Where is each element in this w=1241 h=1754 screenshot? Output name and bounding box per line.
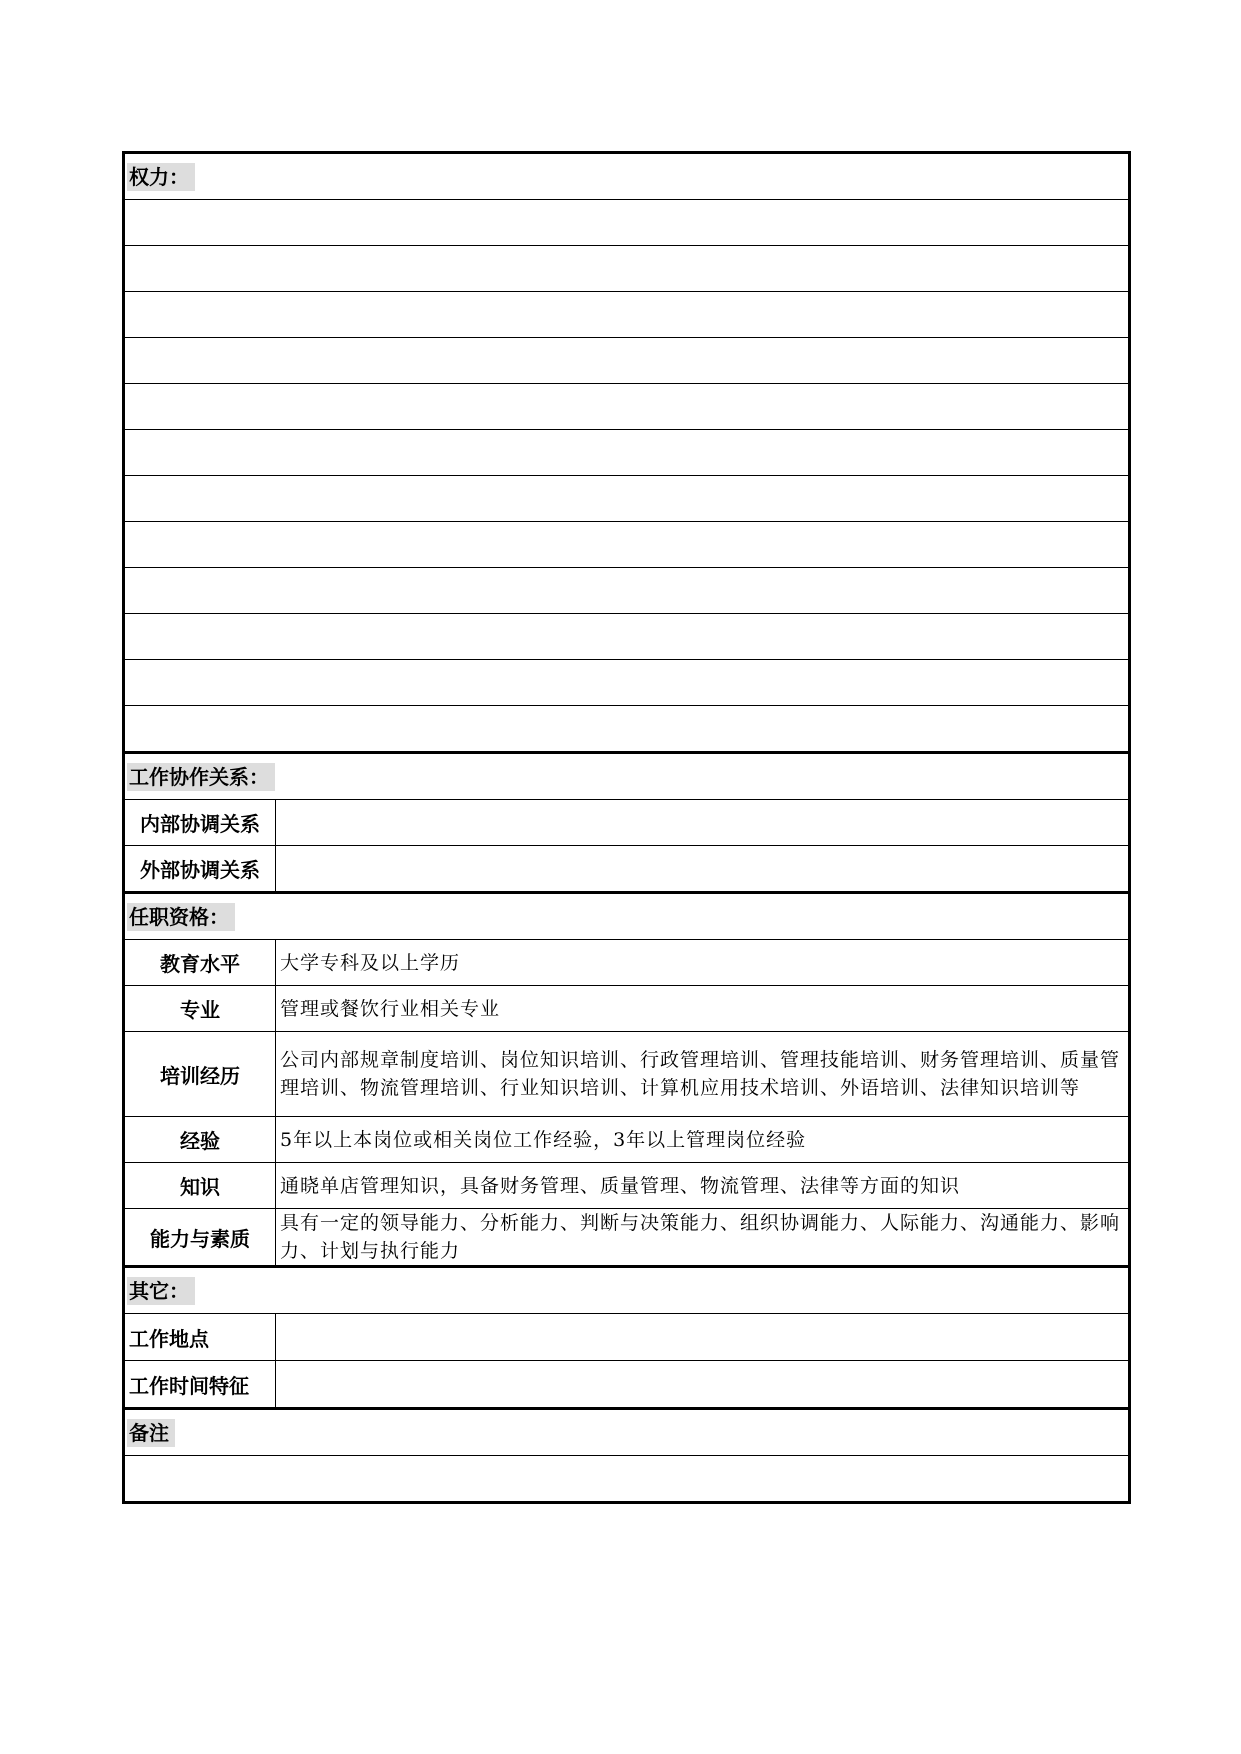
power-section-header <box>124 153 1130 200</box>
ability-label: 能力与素质 <box>124 1209 276 1267</box>
power-blank-row <box>124 430 1130 476</box>
major-value[interactable]: 管理或餐饮行业相关专业 <box>276 986 1130 1032</box>
work-location-label: 工作地点 <box>124 1314 276 1361</box>
power-field[interactable] <box>124 200 1130 246</box>
training-value[interactable]: 公司内部规章制度培训、岗位知识培训、行政管理培训、管理技能培训、财务管理培训、质量管理培训、物流管理培训、行业知识培训、计算机应用技术培训、外语培训、法律知识培训等 <box>276 1032 1130 1117</box>
table-row <box>124 1456 1130 1503</box>
table-row <box>124 1209 1130 1267</box>
external-coordination-label: 外部协调关系 <box>124 846 276 893</box>
table-row <box>124 846 1130 893</box>
external-coordination-value[interactable] <box>276 846 1130 893</box>
table-row <box>124 1361 1130 1409</box>
power-field[interactable] <box>124 706 1130 753</box>
power-blank-row <box>124 522 1130 568</box>
table-row <box>124 800 1130 846</box>
qualifications-section-header <box>124 893 1130 940</box>
experience-label: 经验 <box>124 1117 276 1163</box>
power-title: 权力： <box>127 163 195 191</box>
table-row <box>124 1117 1130 1163</box>
power-blank-row <box>124 660 1130 706</box>
other-section-header <box>124 1267 1130 1314</box>
power-field[interactable] <box>124 476 1130 522</box>
power-blank-row <box>124 706 1130 753</box>
major-label: 专业 <box>124 986 276 1032</box>
qualifications-title: 任职资格： <box>127 903 235 931</box>
table-row <box>124 1314 1130 1361</box>
collaboration-section-header <box>124 753 1130 800</box>
internal-coordination-label: 内部协调关系 <box>124 800 276 846</box>
remarks-title: 备注 <box>127 1419 175 1447</box>
education-label: 教育水平 <box>124 940 276 986</box>
table-row <box>124 940 1130 986</box>
work-time-value[interactable] <box>276 1361 1130 1409</box>
power-field[interactable] <box>124 568 1130 614</box>
table-row <box>124 1163 1130 1209</box>
power-field[interactable] <box>124 614 1130 660</box>
power-field[interactable] <box>124 384 1130 430</box>
knowledge-value[interactable]: 通晓单店管理知识，具备财务管理、质量管理、物流管理、法律等方面的知识 <box>276 1163 1130 1209</box>
table-row <box>124 1032 1130 1117</box>
power-blank-row <box>124 476 1130 522</box>
power-field[interactable] <box>124 338 1130 384</box>
power-field[interactable] <box>124 522 1130 568</box>
work-time-label: 工作时间特征 <box>124 1361 276 1409</box>
ability-value[interactable]: 具有一定的领导能力、分析能力、判断与决策能力、组织协调能力、人际能力、沟通能力、影响力、计划与执行能力 <box>276 1209 1130 1267</box>
remarks-value[interactable] <box>124 1456 1130 1503</box>
job-description-form <box>122 151 1131 1504</box>
knowledge-label: 知识 <box>124 1163 276 1209</box>
power-blank-row <box>124 338 1130 384</box>
power-blank-row <box>124 384 1130 430</box>
power-blank-row <box>124 568 1130 614</box>
power-field[interactable] <box>124 660 1130 706</box>
power-blank-row <box>124 246 1130 292</box>
collaboration-title: 工作协作关系： <box>127 763 275 791</box>
internal-coordination-value[interactable] <box>276 800 1130 846</box>
table-row <box>124 986 1130 1032</box>
power-field[interactable] <box>124 292 1130 338</box>
education-value[interactable]: 大学专科及以上学历 <box>276 940 1130 986</box>
work-location-value[interactable] <box>276 1314 1130 1361</box>
power-field[interactable] <box>124 430 1130 476</box>
power-blank-row <box>124 614 1130 660</box>
experience-value[interactable]: 5年以上本岗位或相关岗位工作经验，3年以上管理岗位经验 <box>276 1117 1130 1163</box>
power-blank-row <box>124 200 1130 246</box>
power-field[interactable] <box>124 246 1130 292</box>
training-label: 培训经历 <box>124 1032 276 1117</box>
power-blank-row <box>124 292 1130 338</box>
remarks-section-header <box>124 1409 1130 1456</box>
other-title: 其它： <box>127 1277 195 1305</box>
